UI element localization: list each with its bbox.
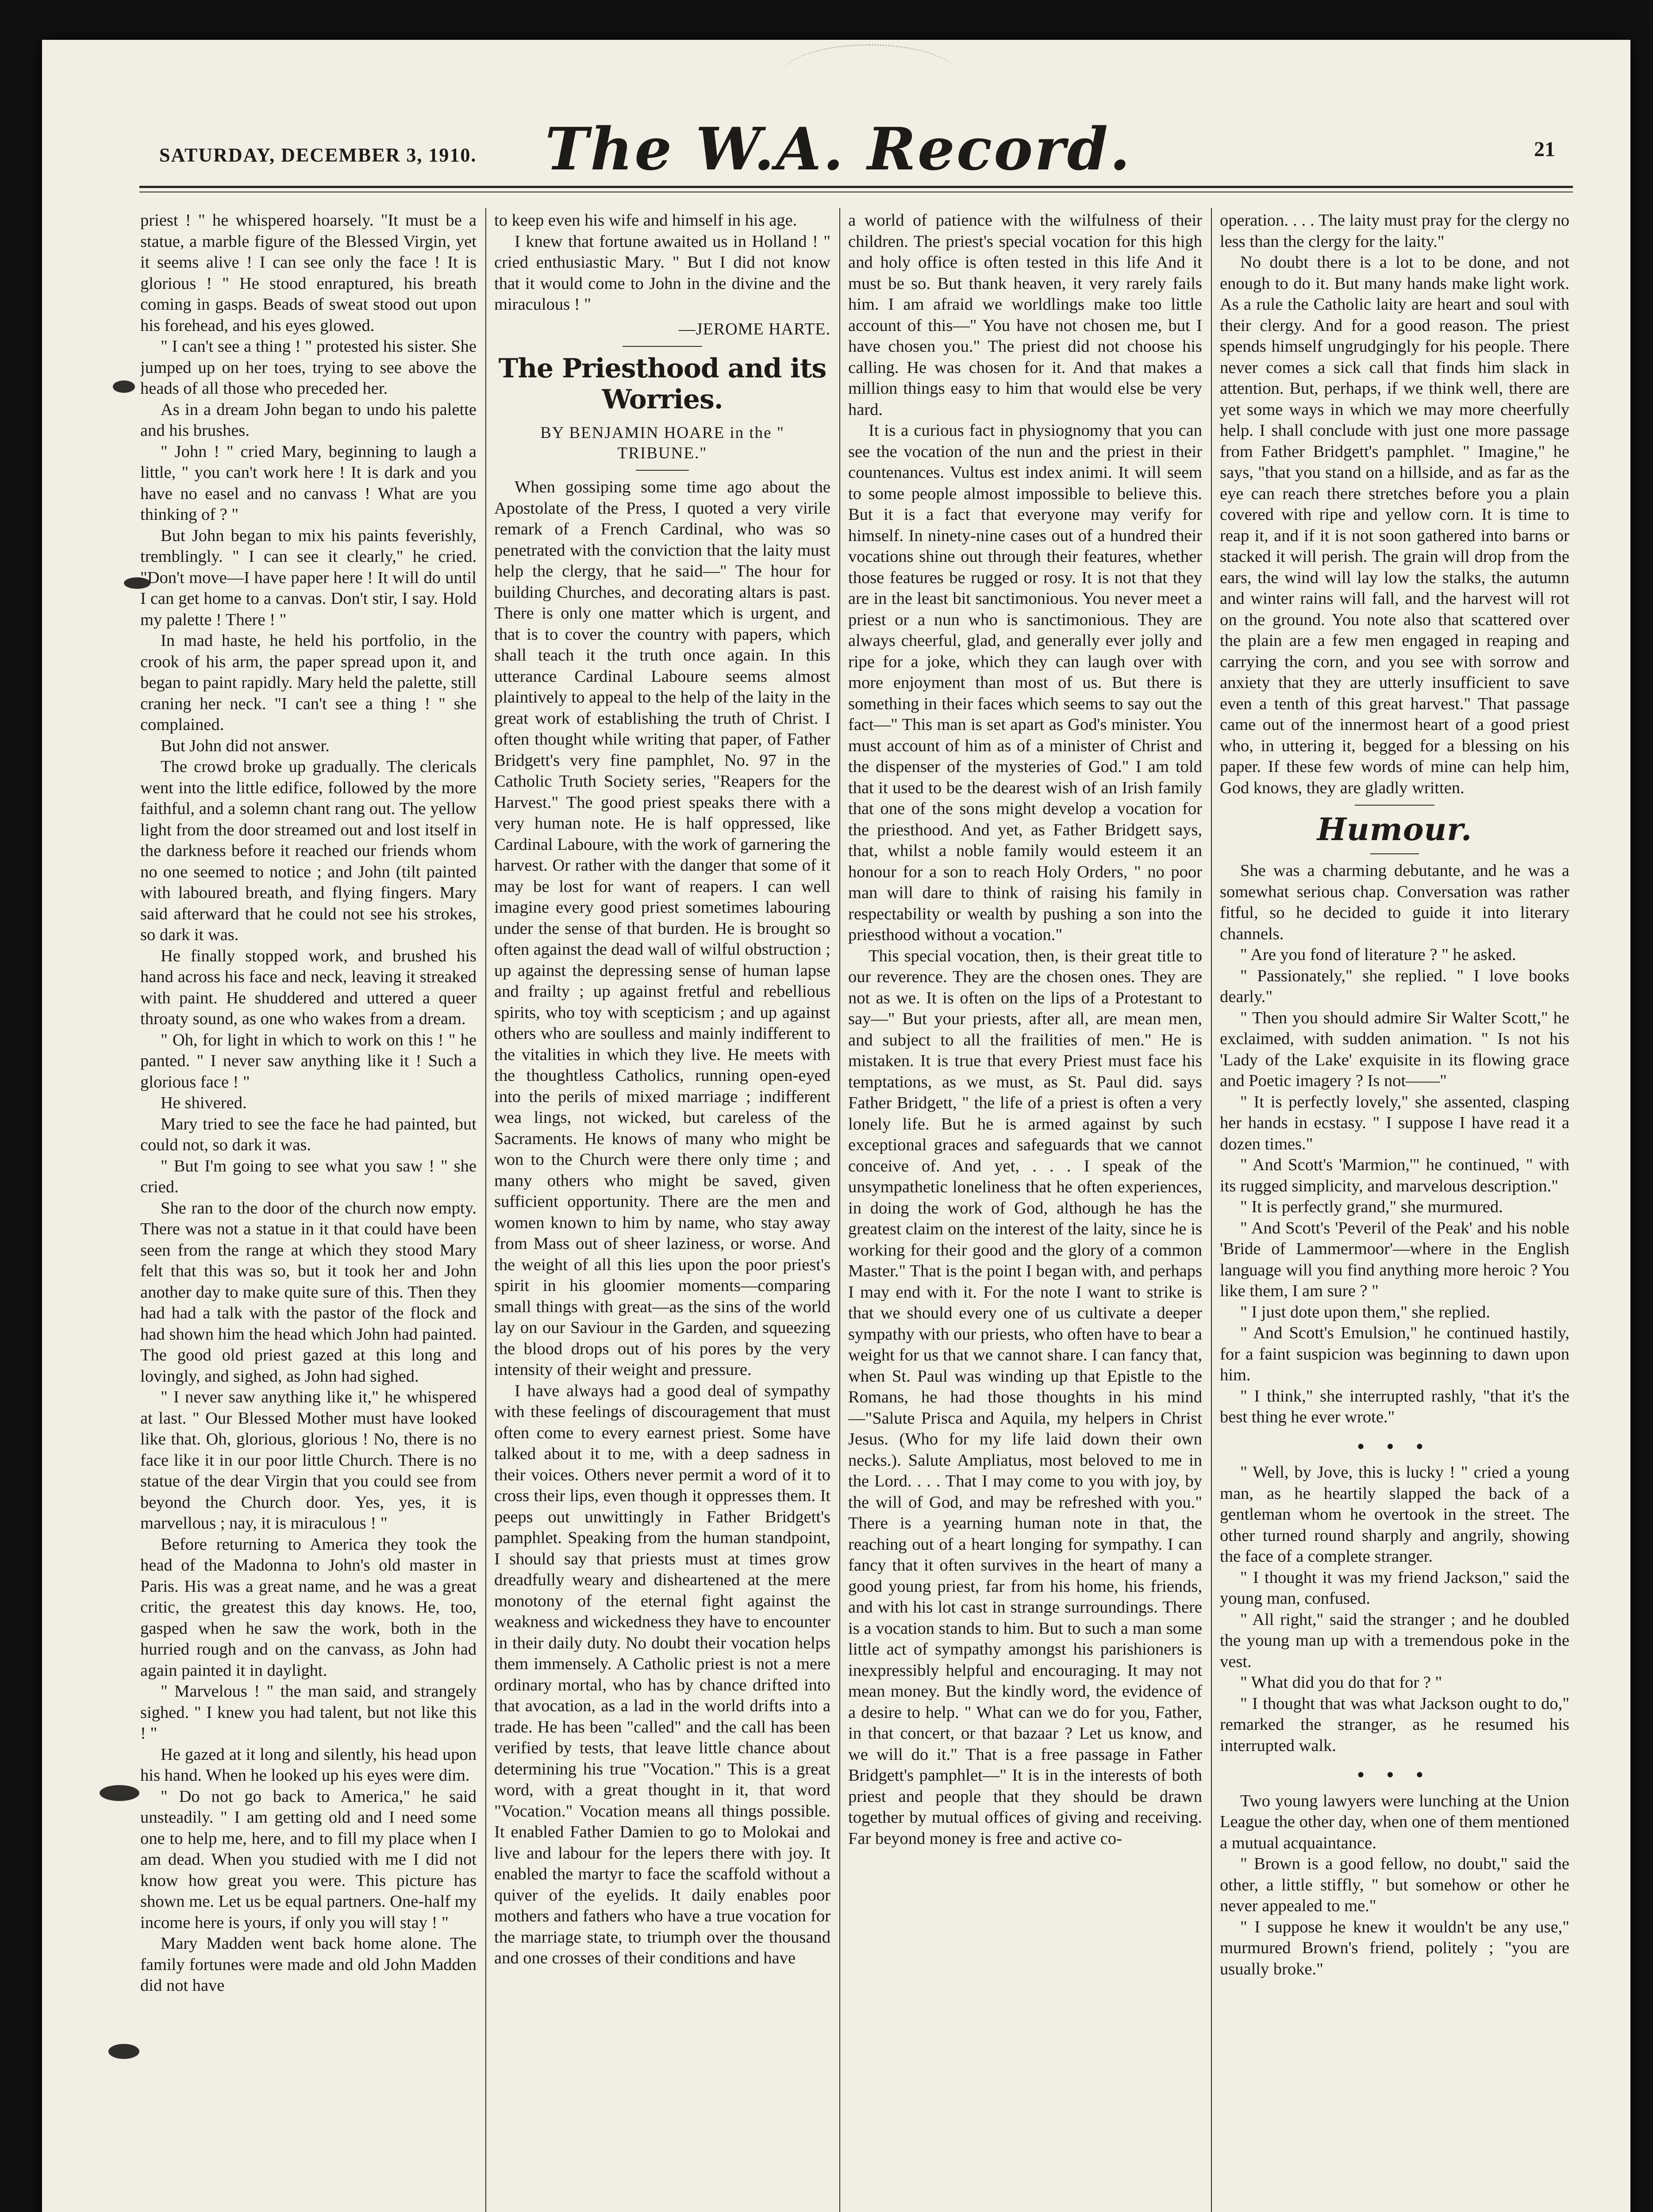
byline-divider bbox=[636, 470, 689, 471]
humour-paragraph: " I suppose he knew it wouldn't be any use," murmured Brown's friend, politely ; "you are usually broke." bbox=[1220, 1917, 1569, 1978]
article-paragraph: " Marvelous ! " the man said, and strangely sighed. " I knew you had talent, but not like this ! " bbox=[140, 1682, 477, 1743]
humour-paragraph: " Are you fond of literature ? " he asked. bbox=[1240, 945, 1516, 964]
humour-paragraph: " I thought that was what Jackson ought to do," remarked the stranger, as he resumed his interrupted walk. bbox=[1220, 1694, 1569, 1755]
humour-paragraph: " It is perfectly lovely," she assented, clasping her hands in ecstasy. " I suppose I have read it a dozen times." bbox=[1220, 1092, 1569, 1153]
article-paragraph: But John began to mix his paints feverishly, tremblingly. " I can see it clearly," he cried. "Don't move—I have paper here ! It will do until I can get home to a canvas. Don't stir, I say. Hold my palette ! There ! " bbox=[140, 526, 477, 629]
article-paragraph: I have always had a good deal of sympathy with these feelings of discouragement that must often come to every earnest priest. Some have talked about it to me, with a deep sadness in their voices. Others never permit a word of it to cross their lips, even though it oppresses them. It peeps out unwittingly in Father Bridgett's pamphlet. Speaking from the human standpoint, I should say that priests must at times grow dreadfully weary and disheartened at the mere monotony of the eternal fight against the weakness and wickedness they have to encounter in their daily duty. No doubt their vocation helps them immensely. A Catholic priest is not a mere ordinary mortal, who has by chance drifted into that avocation, as a lad in the world drifts into a trade. He has been "called" and the call has been verified by tests, that leave little chance about determining his true "Vocation." This is a great word, with a great thought in it, that word "Vocation." Vocation means all things possible. It enabled Father Damien to go to Molokai and live and labour for the lepers there with joy. It enabled the martyr to face the scaffold without a quiver of the eyelids. It daily enables poor mothers and fathers who have a true vocation for the marriage state, to triumph over the thousand and one crosses of their conditions and have bbox=[494, 1381, 830, 1967]
article-paragraph: He finally stopped work, and brushed his hand across his face and neck, leaving it streaked with paint. He shuddered and uttered a queer throaty sound, as one who wakes from a dream. bbox=[140, 946, 477, 1028]
heading-divider bbox=[1370, 853, 1419, 854]
article-byline: BY BENJAMIN HOARE in the " TRIBUNE." bbox=[540, 424, 784, 462]
humour-paragraph: " Well, by Jove, this is lucky ! " cried a young man, as he heartily slapped the back of a gentleman whom he overtook in the street. The other turned round sharply and angrily, showing the face of a complete stranger. bbox=[1220, 1463, 1569, 1566]
section-divider bbox=[1355, 805, 1434, 806]
article-paragraph: He shivered. bbox=[161, 1094, 247, 1112]
masthead-rule bbox=[139, 186, 1573, 188]
newspaper-page bbox=[42, 40, 1630, 2212]
page-number: 21 bbox=[1534, 138, 1555, 161]
article-paragraph: This special vocation, then, is their great title to our reverence. They are the chosen ones. They are not as we. It is often on the lips of a Protestant to say—" But your priests, after all, are mean men, and subject to all the frailities of men." He is mistaken. It is true that every Priest must face his temptations, as we must, as St. Paul did. says Father Bridgett, " the life of a priest is often a very lonely life. But he is armed against by such exceptional graces and safeguards that we cannot conceive of. And yet, . . . I speak of the unsympathetic loneliness that he often experiences, in doing the work of God, although he has the greatest claim on the interest of the laity, since he is working for their good and the glory of a common Master." That is the point I began with, and perhaps I may end with it. For the note I want to strike is that we should every one of us cultivate a deeper sympathy with our priests, who often have to bear a weight for us that we cannot share. I can fancy that, when St. Paul was winding up that Epistle to the Romans, he had those thoughts in his mind—"Salute Prisca and Aquila, my helpers in Christ Jesus. (Who for my life laid down their own necks.). Salute Ampliatus, most beloved to me in the Lord. . . . That I may come to you with joy, by the will of God, and may be refreshed with you." There is a yearning human note in that, the reaching out of a heart longing for sympathy. I can fancy that it often survives in the heart of many a good young priest, far from his home, his friends, and with his lot cast in strange surroundings. There is a vocation stands to him. But to such a man some little act of sympathy amongst his parishioners is inexpressibly helpful and encouraging. It may not mean money. But the kindly word, the evidence of a desire to help. " What can we do for you, Father, in that concert, or that bazaar ? Let us know, and we will do it." That is a free passage in Father Bridgett's pamphlet—" It is in the interests of both priest and people that they should be drawn together by mutual offices of giving and receiving. Far beyond money is free and active co- bbox=[848, 946, 1202, 1848]
column-rule bbox=[485, 208, 486, 2212]
article-paragraph: " Do not go back to America," he said unsteadily. " I am getting old and I need some one to help me, here, and to fill my place when I am dead. When you studied with me I did not know how great you were. This picture has shown me. Let us be equal partners. One-half my income here is yours, if only you will stay ! " bbox=[140, 1787, 477, 1932]
humour-paragraph: " Then you should admire Sir Walter Scott," he exclaimed, with sudden animation. " Is not his 'Lady of the Lake' exquisite in its flowing grace and Poetic imagery ? Is not——" bbox=[1220, 1008, 1569, 1090]
humour-paragraph: " Brown is a good fellow, no doubt," said the other, a little stiffly, " but somehow or other he never appealed to me." bbox=[1220, 1855, 1569, 1915]
article-paragraph: priest ! " he whispered hoarsely. "It must be a statue, a marble figure of the Blessed Virgin, yet it seems alive ! I can see only the face ! It is glorious ! " He stood enraptured, his breath coming in gasps. Beads of sweat stood out upon his forehead, and his eyes glowed. bbox=[140, 211, 477, 335]
humour-heading: Humour. bbox=[1317, 811, 1472, 848]
column-rule bbox=[839, 208, 840, 2212]
humour-paragraph: " What did you do that for ? " bbox=[1240, 1673, 1442, 1692]
humour-paragraph: " And Scott's Emulsion," he continued hastily, for a faint suspicion was beginning to dawn upon him. bbox=[1220, 1324, 1569, 1384]
article-paragraph: " But I'm going to see what you saw ! " she cried. bbox=[140, 1156, 477, 1196]
section-divider bbox=[623, 346, 702, 347]
column-4 bbox=[1220, 210, 1569, 2212]
ink-smudge bbox=[113, 380, 135, 393]
article-paragraph: She ran to the door of the church now empty. There was not a statue in it that could have been seen from the range at which they stood Mary felt that this was so, but it took her and John another day to make quite sure of this. Then they had had a talk with the pastor of the flock and had shown him the head which John had painted. The good old priest gazed at this long and lovingly, and sighed, as John had sighed. bbox=[140, 1198, 477, 1386]
humour-paragraph: " It is perfectly grand," she murmured. bbox=[1240, 1198, 1503, 1216]
story-separator: • • • bbox=[1357, 1764, 1432, 1786]
ink-smudge bbox=[100, 1785, 139, 1801]
humour-paragraph: She was a charming debutante, and he was a somewhat serious chap. Conversation was rather fitful, so he decided to guide it into literary channels. bbox=[1220, 861, 1569, 943]
humour-paragraph: " I think," she interrupted rashly, "that it's the best thing he ever wrote." bbox=[1220, 1386, 1569, 1426]
article-paragraph: Mary tried to see the face he had painted, but could not, so dark it was. bbox=[140, 1114, 477, 1154]
article-paragraph: As in a dream John began to undo his palette and his brushes. bbox=[140, 400, 477, 440]
article-paragraph: " I never saw anything like it," he whispered at last. " Our Blessed Mother must have looked like that. Oh, glorious, glorious ! No, there is no face like it in our poor little Church. There is no statue of the dear Virgin that you could see from beyond the Church door. Yes, yes, it is marvellous ; nay, it is miraculous ! " bbox=[140, 1388, 477, 1532]
article-paragraph: He gazed at it long and silently, his head upon his hand. When he looked up his eyes were dim. bbox=[140, 1745, 477, 1785]
humour-paragraph: " I just dote upon them," she replied. bbox=[1240, 1302, 1490, 1321]
humour-paragraph: " And Scott's 'Marmion,'" he continued, " with its rugged simplicity, and marvelous description." bbox=[1220, 1156, 1569, 1195]
article-paragraph: It is a curious fact in physiognomy that you can see the vocation of the nun and the priest in their countenances. Vultus est index animi. It will seem to some people almost impossible to believe this. But it is a fact that everyone may verify for himself. In ninety-nine cases out of a hundred their vocations shine out through their features, whether those features be rugged or rosy. It is not that they are in the least bit sanctimonious. You never meet a priest or a nun who is sanctimonious. They are always cheerful, glad, and generally ever jolly and ripe for a joke, which they can laugh over with more enjoyment than most of us. But there is something in their faces which seems to say out the fact—" This man is set apart as God's minister. You must account of him as of a minister of Christ and the dispenser of the mysteries of God." I am told that it used to be the dearest wish of an Irish family that one of the sons might develop a vocation for the priesthood. And yet, as Father Bridgett says, that, whilst a noble family would esteem it an honour for a son to reach Holy Orders, " no poor man will dare to think of raising his family in respectability or wealth by pushing a son into the priesthood without a vocation." bbox=[848, 421, 1202, 944]
column-2 bbox=[494, 210, 830, 2212]
article-paragraph: to keep even his wife and himself in his age. bbox=[494, 211, 797, 230]
column-3 bbox=[848, 210, 1202, 2212]
humour-paragraph: " Passionately," she replied. " I love books dearly." bbox=[1220, 966, 1569, 1006]
article-paragraph: But John did not answer. bbox=[161, 736, 330, 755]
humour-paragraph: " All right," said the stranger ; and he doubled the young man up with a tremendous poke in the vest. bbox=[1220, 1610, 1569, 1671]
masthead bbox=[42, 40, 1630, 199]
date-line: SATURDAY, DECEMBER 3, 1910. bbox=[159, 144, 477, 166]
humour-paragraph: " And Scott's 'Peveril of the Peak' and his noble 'Bride of Lammermoor'—where in the English language will you find anything more heroic ? You like them, I am sure ? " bbox=[1220, 1218, 1569, 1300]
article-paragraph: " Oh, for light in which to work on this ! " he panted. " I never saw anything like it ! Such a glorious face ! " bbox=[140, 1030, 477, 1091]
newspaper-title: The W.A. Record. bbox=[545, 115, 1132, 184]
author-signature: —JEROME HARTE. bbox=[678, 319, 830, 338]
article-paragraph: No doubt there is a lot to be done, and not enough to do it. But many hands make light work. As a rule the Catholic laity are heart and soul with their clergy. And for a good reason. The priest spends himself ungrudgingly for his people. There never comes a sick call that finds him slack in attention. But, perhaps, if we think well, there are yet some ways in which we may more cheerfully help. I shall conclude with just one more passage from Father Bridgett's pamphlet. " Imagine," he says, "that you stand on a hillside, and as far as the eye can reach there stretches before you a plain covered with ripe and yellow corn. It is time to reap it, and if it is not soon gathered into barns or stacked it will perish. The grain will drop from the ears, the wind will lay low the stalks, the autumn and winter rains will fall, and the harvest will rot on the ground. You note also that scattered over the plain are a few men engaged in reaping and carrying the corn, and you see with sorrow and anxiety that they are utterly insufficient to save even a tenth of this great harvest." That passage came out of the innermost heart of a good priest who, in uttering it, begged for a blessing on his paper. If these few words of mine can help him, God knows, they are gladly written. bbox=[1220, 253, 1569, 797]
article-paragraph: " John ! " cried Mary, beginning to laugh a little, " you can't work here ! It is dark and you have no easel and no canvass ! What are you thinking of ? " bbox=[140, 442, 477, 524]
article-paragraph: I knew that fortune awaited us in Holland ! " cried enthusiastic Mary. " But I did not know that it would come to John in the divine and the miraculous ! " bbox=[494, 232, 830, 314]
story-separator: • • • bbox=[1357, 1435, 1432, 1457]
article-paragraph: Before returning to America they took the head of the Madonna to John's old master in Paris. His was a great name, and he was a great critic, the greatest this day knows. He, too, gasped when he saw the work, both in the hurried rough and on the canvass, as John had again painted it in daylight. bbox=[140, 1535, 477, 1680]
column-1 bbox=[140, 210, 477, 2212]
article-paragraph: In mad haste, he held his portfolio, in the crook of his arm, the paper spread upon it, and began to paint rapidly. Mary held the palette, still craning her neck. "I can't see a thing ! " she complained. bbox=[140, 631, 477, 734]
article-heading: The Priesthood and its Worries. bbox=[498, 353, 826, 415]
article-paragraph: a world of patience with the wilfulness of their children. The priest's special vocation for this high and holy office is often tested in this life And it must be so. But thank heaven, it very rarely fails him. I am afraid we worldlings make too little account of this—" You have not chosen me, but I have chosen you." The priest did not choose his calling. He was chosen for it. And that makes a million things easy to him that would else be very hard. bbox=[848, 211, 1202, 419]
article-paragraph: The crowd broke up gradually. The clericals went into the little edifice, followed by the more faithful, and a solemn chant rang out. The yellow light from the door streamed out and lost itself in the darkness before it reached our friends whom no one seemed to notice ; and John (tilt painted with laboured breath, and flying fingers. Mary said afterward that he could not see his strokes, so dark it was. bbox=[140, 757, 477, 944]
article-paragraph: operation. . . . The laity must pray for the clergy no less than the clergy for the laity." bbox=[1220, 211, 1569, 251]
humour-paragraph: " I thought it was my friend Jackson," said the young man, confused. bbox=[1220, 1568, 1569, 1608]
humour-paragraph: Two young lawyers were lunching at the Union League the other day, when one of them mentioned a mutual acquaintance. bbox=[1220, 1791, 1569, 1852]
column-rule bbox=[1211, 208, 1212, 2212]
article-paragraph: Mary Madden went back home alone. The family fortunes were made and old John Madden did not have bbox=[140, 1934, 477, 1995]
article-paragraph: When gossiping some time ago about the Apostolate of the Press, I quoted a very virile remark of a French Cardinal, who was so penetrated with the conviction that the laity must help the clergy, that he said—" The hour for building Churches, and decorating altars is past. There is only one matter which is urgent, and that is to cover the country with papers, which shall teach it the truth once again. In this utterance Cardinal Laboure seems almost plaintively to appeal to the help of the laity in the great work of establishing the truth of Christ. I often thought while writing that paper, of Father Bridgett's very fine pamphlet, No. 97 in the Catholic Truth Society series, "Reapers for the Harvest." The good priest speaks there with a very human note. He is half oppressed, like Cardinal Laboure, with the work of garnering the harvest. Or rather with the danger that some of it may be lost for want of reapers. I can well imagine every good priest sometimes labouring under the sense of that burden. He is brought so often against the dead wall of wilful obstruction ; up against the depressing sense of human lapse and frailty ; up against fretful and rebellious spirits, who toy with scepticism ; and up against others who are soulless and mainly indifferent to the vitalities in which they live. He meets with the thoughtless Catholics, running open-eyed into the perils of mixed marriage ; indifferent wea lings, not wicked, but careless of the Sacraments. He knows of many who might be won to the Church were there only time ; and many others who might be saved, given sufficient opportunity. There are the men and women known to him by name, who stay away from Mass out of sheer laziness, or worse. And the weight of all this lies upon the poor priest's spirit in his gloomier moments—comparing small things with great—as the sins of the world lay on our Saviour in the Garden, and squeezing the blood drops out of his pores by the very intensity of their weight and pressure. bbox=[494, 478, 830, 1379]
ink-smudge bbox=[108, 2044, 139, 2059]
article-paragraph: " I can't see a thing ! " protested his sister. She jumped up on her toes, trying to see above the heads of all those who preceded her. bbox=[140, 337, 477, 398]
faded-stamp bbox=[781, 44, 958, 108]
